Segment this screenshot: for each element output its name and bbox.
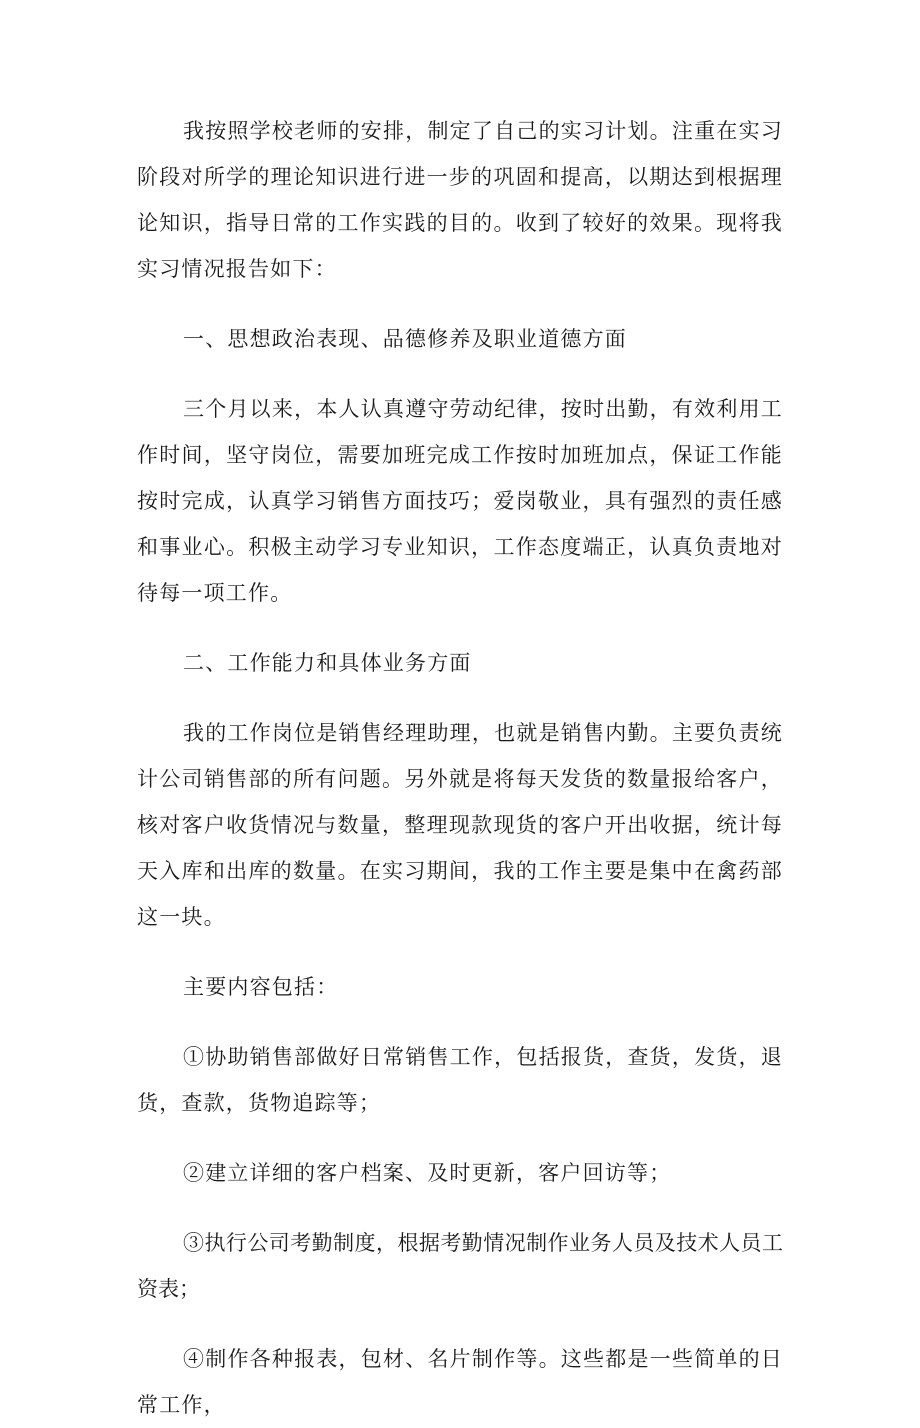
section-heading-1: 一、思想政治表现、品德修养及职业道德方面 [183, 327, 627, 351]
section-1-paragraph: 三个月以来，本人认真遵守劳动纪律，按时出勤，有效利用工作时间，坚守岗位，需要加班完成工作按时加班加点，保证工作能按时完成，认真学习销售方面技巧；爱岗敬业，具有强烈的责任感和事业心。积极主动学习专业知识，工作态度端正，认真负责地对待每一项工作。 [137, 397, 783, 605]
list-item-3: ③执行公司考勤制度，根据考勤情况制作业务人员及技术人员工资表； [137, 1231, 783, 1301]
document-body [137, 108, 783, 1428]
list-item-1: ①协助销售部做好日常销售工作，包括报货，查货，发货，退货，查款，货物追踪等； [137, 1045, 783, 1115]
intro-paragraph: 我按照学校老师的安排，制定了自己的实习计划。注重在实习阶段对所学的理论知识进行进一步的巩固和提高，以期达到根据理论知识，指导日常的工作实践的目的。收到了较好的效果。现将我实习情况报告如下： [137, 119, 783, 281]
content-list-intro: 主要内容包括： [183, 975, 339, 999]
section-heading-2: 二、工作能力和具体业务方面 [183, 651, 472, 675]
list-item-4: ④制作各种报表，包材、名片制作等。这些都是一些简单的日常工作， [137, 1347, 783, 1417]
list-item-2: ②建立详细的客户档案、及时更新，客户回访等； [183, 1161, 672, 1185]
section-2-paragraph: 我的工作岗位是销售经理助理，也就是销售内勤。主要负责统计公司销售部的所有问题。另外就是将每天发货的数量报给客户，核对客户收货情况与数量，整理现款现货的客户开出收据，统计每天入库和出库的数量。在实习期间，我的工作主要是集中在禽药部这一块。 [137, 721, 783, 929]
